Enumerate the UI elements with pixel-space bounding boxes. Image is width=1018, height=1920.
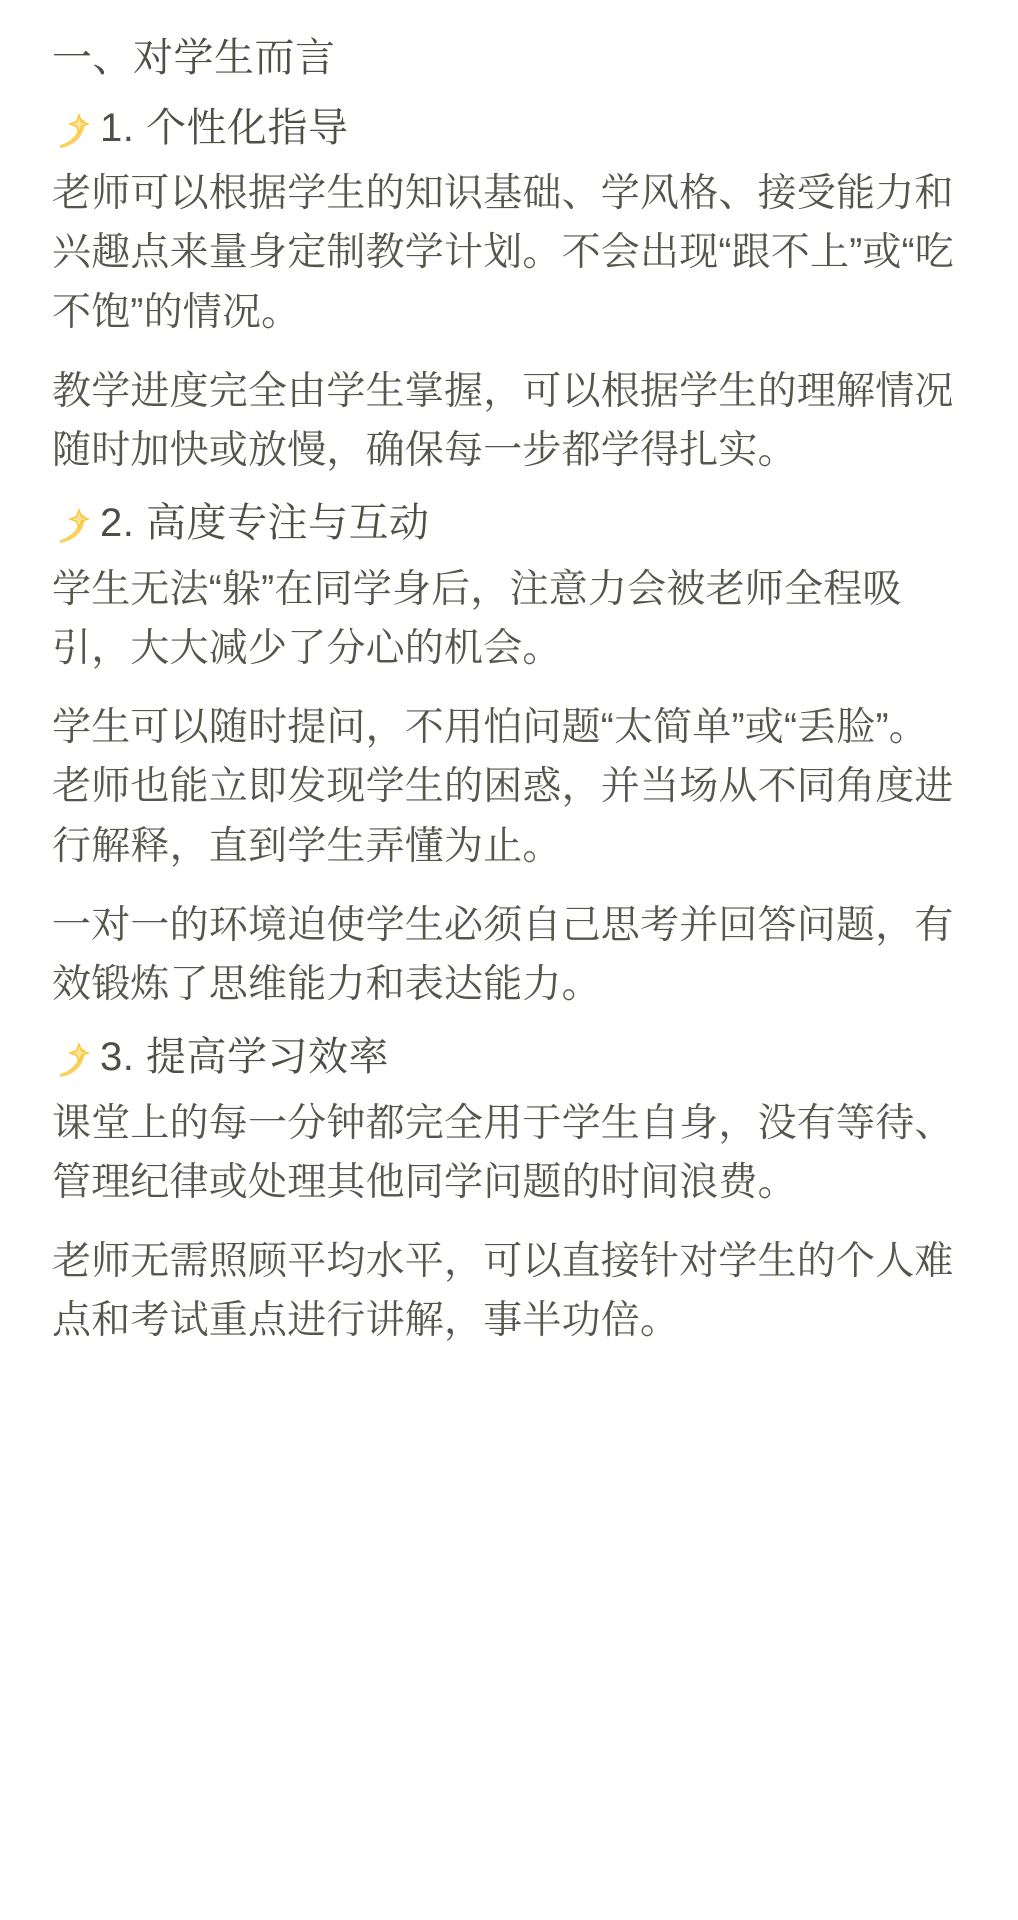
paragraph: 老师无需照顾平均水平，可以直接针对学生的个人难点和考试重点进行讲解，事半功倍。 [52,1240,954,1343]
page-title: 一、对学生而言 [52,36,336,80]
section-heading-1 [52,105,966,152]
paragraph: 教学进度完全由学生掌握，可以根据学生的理解情况随时加快或放慢，确保每一步都学得扎实。 [52,369,954,473]
section-heading-1-label: 1. 个性化指导 [100,105,349,150]
sparkle-icon [52,502,98,548]
sparkle-icon [52,1036,98,1082]
section-heading-2-label: 2. 高度专注与互动 [100,501,430,546]
sparkle-icon [52,107,98,153]
paragraph: 一对一的环境迫使学生必须自己思考并回答问题，有效锻炼了思维能力和表达能力。 [52,903,954,1007]
paragraph: 学生可以随时提问，不用怕问题“太简单”或“丢脸”。老师也能立即发现学生的困惑，并当场从不同角度进行解释，直到学生弄懂为止。 [52,706,954,868]
paragraph: 课堂上的每一分钟都完全用于学生自身，没有等待、管理纪律或处理其他同学问题的时间浪费。 [52,1101,954,1204]
section-heading-2 [52,500,966,547]
paragraph: 老师可以根据学生的知识基础、学风格、接受能力和兴趣点来量身定制教学计划。不会出现“跟不上”或“吃不饱”的情况。 [52,171,954,334]
section-heading-3-label: 3. 提高学习效率 [100,1035,389,1080]
paragraph: 学生无法“躲”在同学身后，注意力会被老师全程吸引，大大减少了分心的机会。 [52,567,902,670]
section-heading-3 [52,1034,966,1081]
